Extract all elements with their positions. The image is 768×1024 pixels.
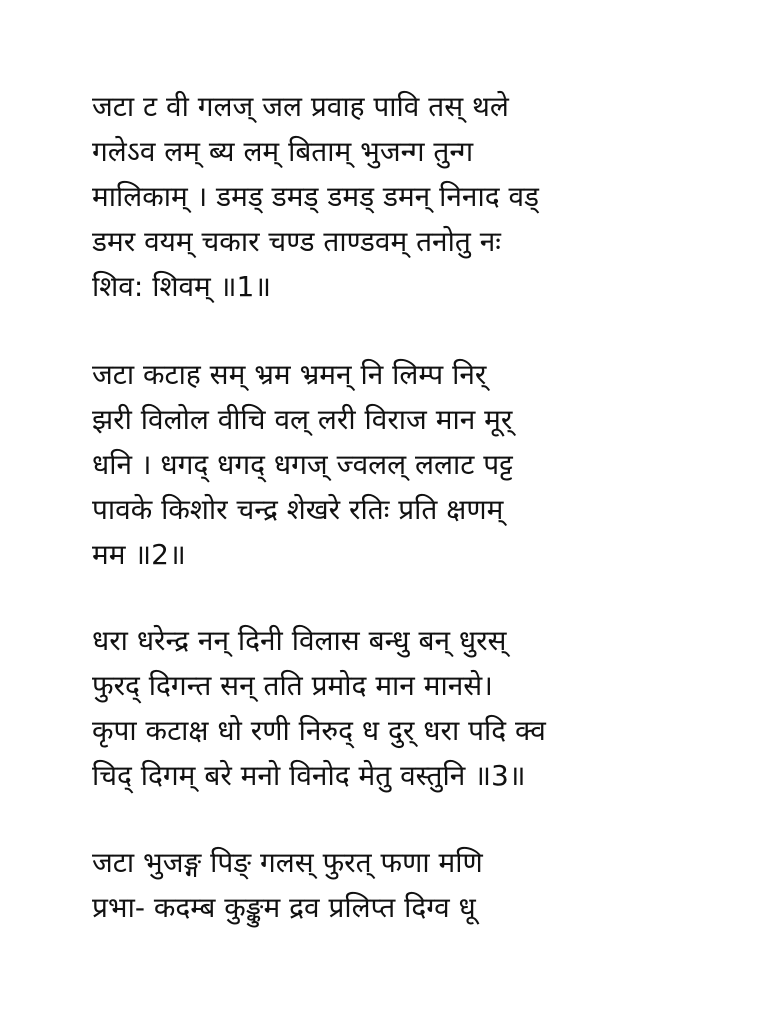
verse-line: डमर वयम् चकार चण्ड ताण्डवम् तनोतु नः — [92, 225, 501, 258]
verse-line: झरी विलोल वीचि वल् लरी विराज मान मूर् — [92, 403, 513, 436]
verse-line: कृपा कटाक्ष धो रणी निरुद् ध दुर् धरा पदि क्व — [92, 714, 546, 747]
verse-line: फुरद् दिगन्त सन् तति प्रमोद मान मानसे। — [92, 669, 493, 702]
verse-stanza-2 — [92, 352, 752, 577]
verse-line: जटा कटाह सम् भ्रम भ्रमन् नि लिम्प निर् — [92, 358, 487, 391]
verse-line: पावके किशोर चन्द्र शेखरे रतिः प्रति क्षणम् — [92, 493, 504, 526]
verse-line: मम ॥2॥ — [92, 538, 186, 571]
verse-line: शिव: शिवम् ॥1॥ — [92, 270, 272, 303]
verse-line: धरा धरेन्द्र नन् दिनी विलास बन्धु बन् धुरस् — [92, 624, 507, 657]
verse-line: गलेऽव लम् ब्य लम् बिताम् भुजन्ग तुन्ग — [92, 135, 474, 168]
verse-line: प्रभा- कदम्ब कुङ्कुम द्रव प्रलिप्त दिग्व धू — [92, 891, 476, 924]
verse-stanza-1 — [92, 84, 752, 309]
verse-line: जटा ट वी गलज् जल प्रवाह पावि तस् थले — [92, 90, 509, 123]
verse-stanza-3 — [92, 618, 752, 798]
verse-line: चिद् दिगम् बरे मनो विनोद मेतु वस्तुनि ॥3॥ — [92, 759, 526, 792]
verse-line: धनि । धगद् धगद् धगज् ज्वलल् ललाट पट्ट — [92, 448, 513, 481]
verse-stanza-4 — [92, 840, 752, 930]
verse-line: मालिकाम् । डमड् डमड् डमड् डमन् निनाद वड् — [92, 180, 540, 213]
verse-line: जटा भुजङ्ग पिङ् गलस् फुरत् फणा मणि — [92, 846, 483, 879]
